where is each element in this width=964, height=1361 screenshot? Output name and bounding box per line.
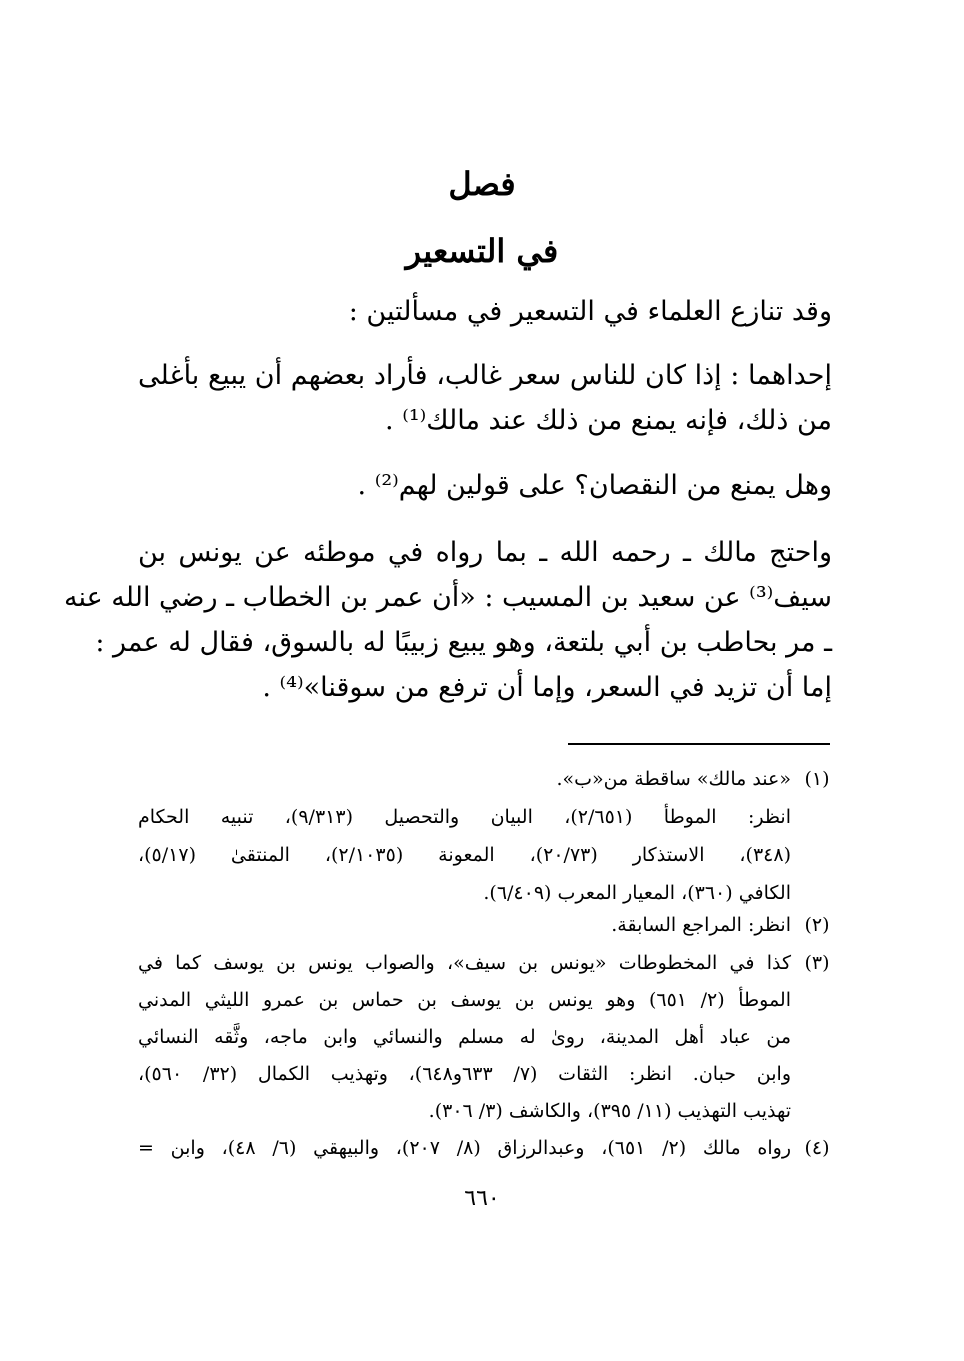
footnote-2-line-1: انظر: المراجع السابقة. [611, 914, 791, 936]
footnote-1-number: (١) [804, 768, 830, 790]
paragraph-3-line-2: سيف⁽³⁾ عن سعيد بن المسيب : «أن عمر بن الخطاب ـ رضي الله عنه [63, 582, 832, 613]
footnote-4-line-1: رواه مالك (٢/ ٦٥١)، وعبدالرزاق (٨/ ٢٠٧)، والبيهقي (٦/ ٤٨)، وابن = [138, 1137, 792, 1159]
footnote-separator [568, 743, 830, 745]
footnote-1-line-3: (٣٤٨)، الاستذكار (٢٠/٧٣)، المعونة (٢/١٠٣٥)، المنتقىٰ (٥/١٧)، [138, 844, 791, 866]
paragraph-1-line-1: إحداهما : إذا كان للناس سعر غالب، فأراد بعضهم أن يبيع بأغلى [138, 360, 832, 391]
footnote-2-number: (٢) [804, 914, 830, 936]
footnote-3-line-2: الموطأ (٢/ ٦٥١) وهو يونس بن يوسف بن حماس بن عمرو الليثي المدني [138, 989, 791, 1011]
footnote-1-line-1: «عند مالك» ساقطة من«ب». [556, 768, 791, 790]
page-number: ٦٦٠ [464, 1186, 500, 1211]
footnote-4-number: (٤) [804, 1137, 830, 1159]
paragraph-3-line-4: إما أن تزيد في السعر، وإما أن ترفع من سوقنا»⁽⁴⁾ . [262, 672, 832, 703]
paragraph-1-line-2: من ذلك، فإنه يمنع من ذلك عند مالك⁽¹⁾ . [385, 405, 832, 436]
paragraph-3-line-3: ـ مر بحاطب بن أبي بلتعة، وهو يبيع زبيبًا له بالسوق، فقال له عمر : [95, 627, 832, 658]
paragraph-3-line-1: واحتج مالك ـ رحمه الله ـ بما رواه في موطئه عن يونس بن [138, 537, 832, 568]
footnote-3-line-3: من عباد أهل المدينة، روىٰ له مسلم والنسائي وابن ماجه، وثَّقه النسائي [138, 1026, 791, 1048]
footnote-3-line-5: تهذيب التهذيب (١١/ ٣٩٥)، والكاشف (٣/ ٣٠٦). [428, 1100, 791, 1122]
footnote-3-number: (٣) [804, 952, 830, 974]
body-intro-line: وقد تنازع العلماء في التسعير في مسألتين : [348, 296, 832, 327]
section-heading: فصل [448, 165, 516, 203]
footnote-1-line-2: انظر: الموطأ (٢/٦٥١)، البيان والتحصيل (٩/٣١٣)، تنبيه الحكام [138, 806, 791, 828]
section-subheading: في التسعير [405, 232, 559, 270]
footnote-3-line-1: كذا في المخطوطات «يونس بن سيف»، والصواب يونس بن يوسف كما في [138, 952, 791, 974]
footnote-1-line-4: الكافي (٣٦٠)، المعيار المعرب (٦/٤٠٩). [483, 882, 791, 904]
paragraph-2-line-1: وهل يمنع من النقصان؟ على قولين لهم⁽²⁾ . [357, 470, 832, 501]
footnote-3-line-4: وابن حبان. انظر: الثقات (٧/ ٦٣٣و٦٤٨)، وتهذيب الكمال (٣٢/ ٥٦٠)، [138, 1063, 791, 1085]
